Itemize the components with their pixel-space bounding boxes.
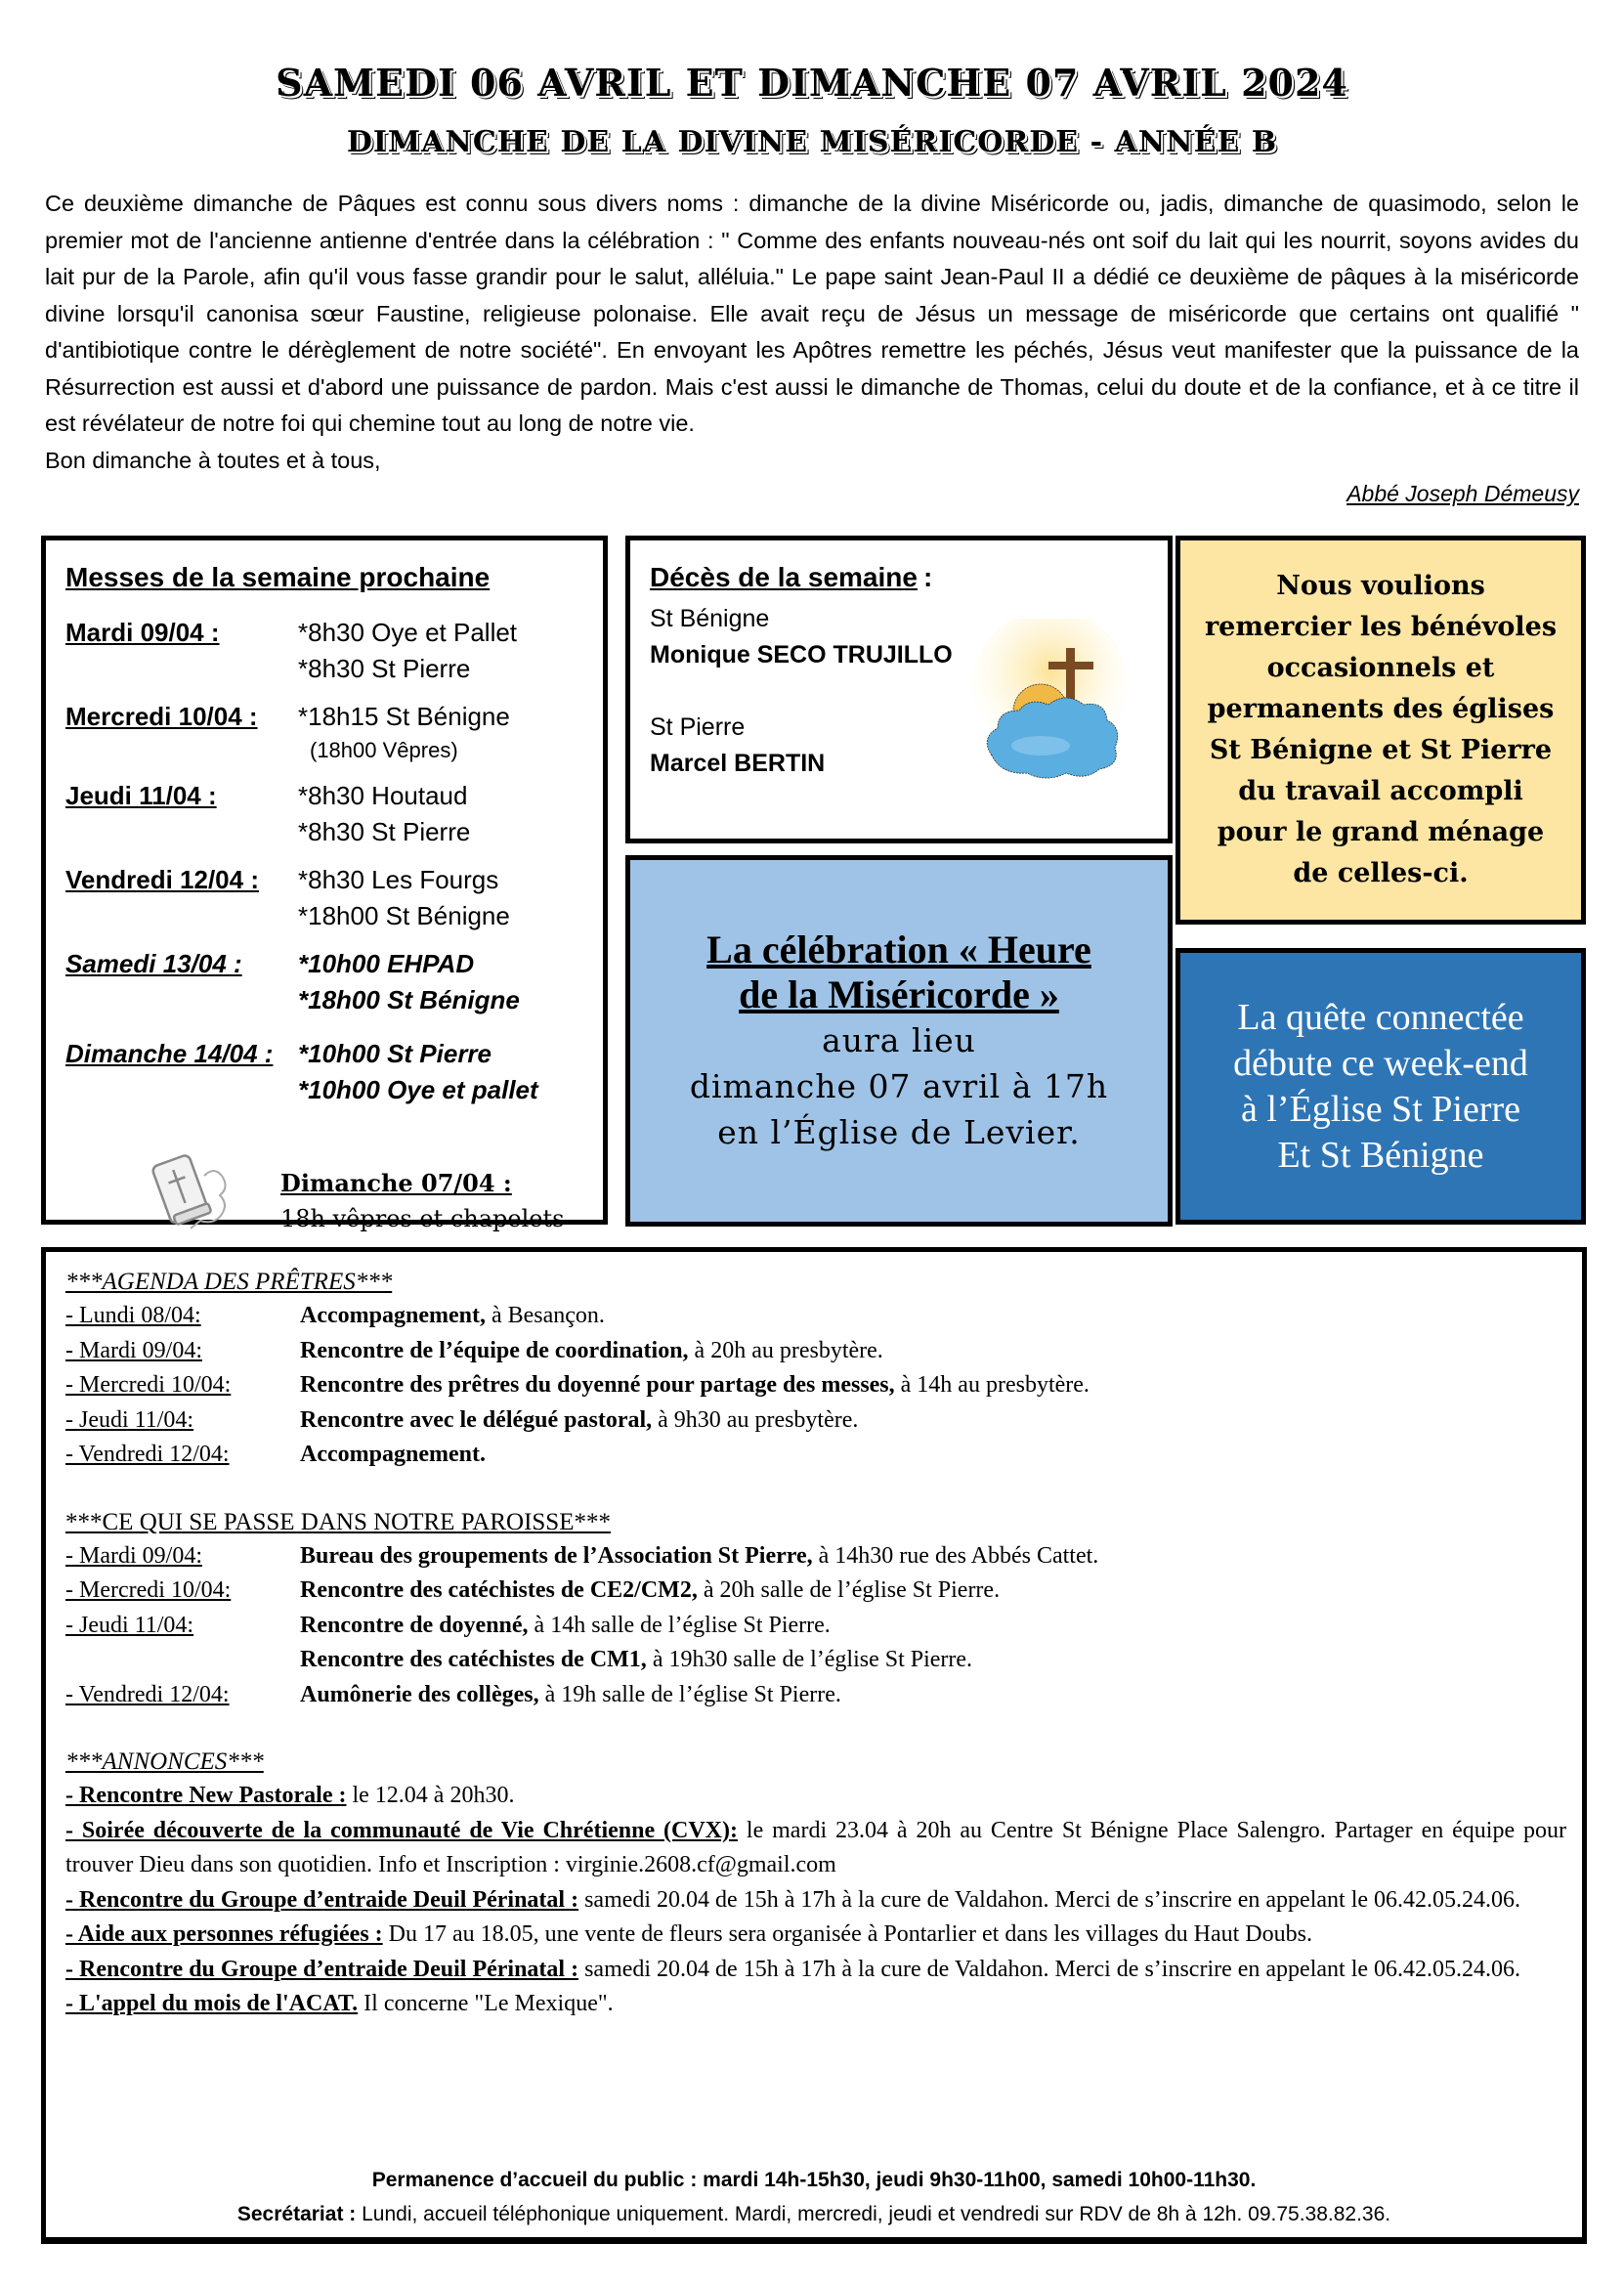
thanks-line: du travail accompli (1238, 776, 1523, 806)
vespers-day: Dimanche 07/04 : (280, 1169, 512, 1197)
agenda-event: Rencontre de l’équipe de coordination, (300, 1337, 689, 1363)
agenda-day: - Mercredi 10/04: (65, 1372, 232, 1398)
secretariat-label: Secrétariat : (236, 2203, 357, 2225)
announcement-text: samedi 20.04 de 15h à 17h à la cure de Valdahon. Merci de s’inscrire en appelant le 06.42.05.24.06. (578, 1886, 1521, 1913)
deces-name: Marcel BERTIN (650, 750, 826, 777)
mass-day: Jeudi 11/04 : (65, 781, 217, 810)
page-subtitle: DIMANCHE DE LA DIVINE MISÉRICORDE - ANNÉE B (346, 125, 1278, 159)
announcement-label: - Rencontre du Groupe d’entraide Deuil Périnatal : (65, 1886, 579, 1913)
agenda-event: Accompagnement, (300, 1303, 486, 1328)
thanks-line: permanents des églises (1207, 694, 1555, 724)
announcements-title: ***ANNONCES*** (65, 1748, 264, 1775)
agenda-event: Rencontre avec le délégué pastoral, (300, 1406, 653, 1433)
agenda-box (41, 1247, 1587, 2244)
mass-row (65, 699, 583, 766)
parish-event: Bureau des groupements de l’Association St Pierre, (300, 1542, 813, 1569)
announcement-text: Du 17 au 18.05, une vente de fleurs sera organisée à Pontarlier et dans les villages du Haut Doubs. (382, 1921, 1312, 1947)
announcement-item (65, 1918, 1566, 1953)
intro-text (45, 186, 1579, 479)
announcement-item (65, 1779, 1566, 1814)
announcement-text: le 12.04 à 20h30. (346, 1783, 515, 1808)
agenda-detail: à Besançon. (485, 1303, 605, 1328)
collection-box (1175, 948, 1586, 1225)
agenda-title: ***AGENDA DES PRÊTRES*** (65, 1269, 393, 1295)
parish-row (65, 1539, 1566, 1574)
deces-church: St Pierre (650, 713, 746, 741)
parish-row (65, 1574, 1566, 1609)
mass-day: Vendredi 12/04 : (65, 865, 259, 894)
mass-note: (18h00 Vêpres) (310, 738, 458, 762)
mass-row (65, 615, 583, 687)
announcement-item (65, 1814, 1566, 1883)
thanks-line: Nous voulions (1276, 571, 1485, 601)
collection-line: Et St Bénigne (1277, 1134, 1484, 1176)
mass-day: Dimanche 14/04 : (65, 1039, 274, 1068)
agenda-row (65, 1368, 1566, 1403)
agenda-row (65, 1299, 1566, 1334)
collection-line: débute ce week-end (1233, 1042, 1528, 1084)
announcement-item (65, 1953, 1566, 1988)
mass-time: *8h30 Les Fourgs (298, 865, 499, 894)
announcement-label: - Rencontre New Pastorale : (65, 1783, 347, 1808)
deces-title-colon: : (922, 562, 933, 592)
parish-day: - Vendredi 12/04: (65, 1681, 230, 1707)
celebration-box (625, 855, 1173, 1227)
thanks-box (1175, 536, 1586, 925)
thanks-line: de celles-ci. (1293, 858, 1469, 888)
parish-detail: à 19h salle de l’église St Pierre. (538, 1681, 841, 1707)
mass-day: Mardi 09/04 : (65, 618, 220, 647)
deces-name: Monique SECO TRUJILLO (650, 641, 953, 669)
page-title: SAMEDI 06 AVRIL ET DIMANCHE 07 AVRIL 2024 (276, 61, 1348, 105)
mass-time: *10h00 EHPAD (298, 949, 475, 978)
celebration-line: en l’Église de Levier. (717, 1112, 1081, 1151)
agenda-row (65, 1334, 1566, 1369)
announcement-label: - L'appel du mois de l'ACAT. (65, 1991, 359, 2016)
permanence-info: Permanence d’accueil du public : mardi 14h-15h30, jeudi 9h30-11h00, samedi 10h00-11h30. (371, 2169, 1257, 2191)
collection-line: à l’Église St Pierre (1241, 1088, 1520, 1130)
agenda-day: - Vendredi 12/04: (65, 1442, 230, 1467)
agenda-day: - Jeudi 11/04: (65, 1406, 194, 1433)
mass-row (65, 862, 583, 934)
mass-time: *10h00 St Pierre (298, 1039, 492, 1068)
announcement-item (65, 1987, 1566, 2022)
parish-day: - Jeudi 11/04: (65, 1612, 194, 1638)
parish-title: ***CE QUI SE PASSE DANS NOTRE PAROISSE*** (65, 1508, 611, 1535)
parish-event: Aumônerie des collèges, (300, 1681, 539, 1707)
collection-line: La quête connectée (1237, 996, 1524, 1038)
mass-time: *8h30 St Pierre (298, 654, 471, 683)
deces-title (650, 562, 1148, 593)
thanks-line: St Bénigne et St Pierre (1209, 735, 1553, 765)
deces-title-text: Décès de la semaine (650, 562, 918, 592)
celebration-line: dimanche 07 avril à 17h (689, 1066, 1109, 1105)
secretariat-info (46, 2203, 1582, 2226)
parish-detail: à 20h salle de l’église St Pierre. (697, 1577, 1001, 1603)
vespers-note (144, 1146, 564, 1236)
announcement-item (65, 1883, 1566, 1919)
parish-row (65, 1678, 1566, 1713)
intro-paragraph: Ce deuxième dimanche de Pâques est connu sous divers noms : dimanche de la divine Miséricorde ou, jadis, dimanche de quasimodo, selon le premier mot de l'ancienne antienne d'entrée dans la célébration : " Comme des enfants nouveau-nés ont soif du lait qui les nourrit, soyons avides du lait pur de la Parole, afin qu'il vous fasse grandir pour le salut, alléluia." Le pape saint Jean-Paul II a dédié ce deuxième de pâques à la miséricorde divine lorsqu'il canonisa sœur Faustine, religieuse polonaise. Elle avait reçu de Jésus un message de miséricorde que certains ont qualifié " d'antibiotique contre le dérèglement de notre société". En envoyant les Apôtres remettre les péchés, Jésus veut manifester que la puissance de la Résurrection est aussi et d'abord une puissance de pardon. Mais c'est aussi le dimanche de Thomas, celui du doute et de la confiance, et à ce titre il est révélateur de notre foi qui chemine tout au long de notre vie. (45, 191, 1579, 436)
parish-event: Rencontre des catéchistes de CM1, (300, 1647, 647, 1672)
secretariat-text: Lundi, accueil téléphonique uniquement. Mardi, mercredi, jeudi et vendredi sur RDV de 8h à 12h. 09.75.38.82.36. (356, 2203, 1391, 2225)
parish-row (65, 1609, 1566, 1644)
celebration-title-line1: La célébration « Heure (706, 927, 1091, 971)
announcement-text: Il concerne "Le Mexique". (358, 1991, 614, 2016)
agenda-row (65, 1438, 1566, 1473)
announcement-label: - Soirée découverte de la communauté de Vie Chrétienne (CVX): (65, 1817, 738, 1843)
agenda-day: - Mardi 09/04: (65, 1337, 202, 1363)
agenda-row (65, 1403, 1566, 1439)
announcement-text: le mardi 23.04 à 20h au Centre St Bénigne Place Salengro. Partager en équipe pour trouver Dieu dans son quotidien. Info et Inscription : virginie.2608.cf@gmail.com (65, 1817, 1566, 1877)
mass-time: *18h00 St Bénigne (298, 985, 520, 1014)
parish-day (65, 1643, 300, 1678)
agenda-detail: à 20h au presbytère. (688, 1337, 883, 1363)
parish-detail: à 14h30 rue des Abbés Cattet. (812, 1542, 1099, 1569)
deces-box (625, 536, 1173, 843)
announcement-label: - Aide aux personnes réfugiées : (65, 1921, 383, 1947)
mass-day: Mercredi 10/04 : (65, 702, 258, 731)
parish-event: Rencontre de doyenné, (300, 1612, 529, 1638)
mass-time: *18h15 St Bénigne (298, 702, 510, 731)
parish-row (65, 1643, 1566, 1678)
vespers-text: 18h vêpres et chapelets (280, 1205, 565, 1232)
deces-church: St Bénigne (650, 605, 770, 632)
announcement-text: samedi 20.04 de 15h à 17h à la cure de Valdahon. Merci de s’inscrire en appelant le 06.42.05.24.06. (578, 1956, 1521, 1982)
parish-day: - Mardi 09/04: (65, 1542, 202, 1569)
celebration-title-line2: de la Miséricorde » (739, 971, 1059, 1016)
mass-day: Samedi 13/04 : (65, 949, 242, 978)
thanks-line: pour le grand ménage (1217, 817, 1545, 847)
announcement-label: - Rencontre du Groupe d’entraide Deuil Périnatal : (65, 1956, 579, 1982)
agenda-day: - Lundi 08/04: (65, 1303, 201, 1328)
agenda-detail: à 9h30 au presbytère. (652, 1406, 859, 1433)
bible-book-icon (144, 1146, 251, 1234)
celebration-line: aura lieu (822, 1020, 976, 1059)
messes-title: Messes de la semaine prochaine (65, 562, 491, 592)
parish-detail: à 19h30 salle de l’église St Pierre. (646, 1647, 973, 1672)
mass-time: *18h00 St Bénigne (298, 901, 510, 930)
parish-day: - Mercredi 10/04: (65, 1577, 232, 1603)
intro-closing: Bon dimanche à toutes et à tous, (45, 447, 381, 473)
mass-time: *8h30 Houtaud (298, 781, 468, 810)
mass-row (65, 946, 583, 1018)
cross-cloud-icon (972, 619, 1129, 785)
parish-event: Rencontre des catéchistes de CE2/CM2, (300, 1577, 698, 1603)
messes-box (41, 536, 608, 1232)
thanks-line: occasionnels et (1266, 653, 1495, 683)
mass-time: *10h00 Oye et pallet (298, 1075, 538, 1104)
mass-time: *8h30 St Pierre (298, 817, 471, 846)
mass-time: *8h30 Oye et Pallet (298, 618, 518, 647)
agenda-event: Rencontre des prêtres du doyenné pour partage des messes, (300, 1372, 895, 1398)
thanks-line: remercier les bénévoles (1204, 612, 1558, 642)
mass-row (65, 778, 583, 850)
parish-detail: à 14h salle de l’église St Pierre. (528, 1612, 831, 1638)
signature: Abbé Joseph Démeusy (1346, 481, 1579, 506)
mass-row (65, 1036, 583, 1108)
agenda-detail: à 14h au presbytère. (894, 1372, 1090, 1398)
agenda-event: Accompagnement. (300, 1442, 486, 1467)
